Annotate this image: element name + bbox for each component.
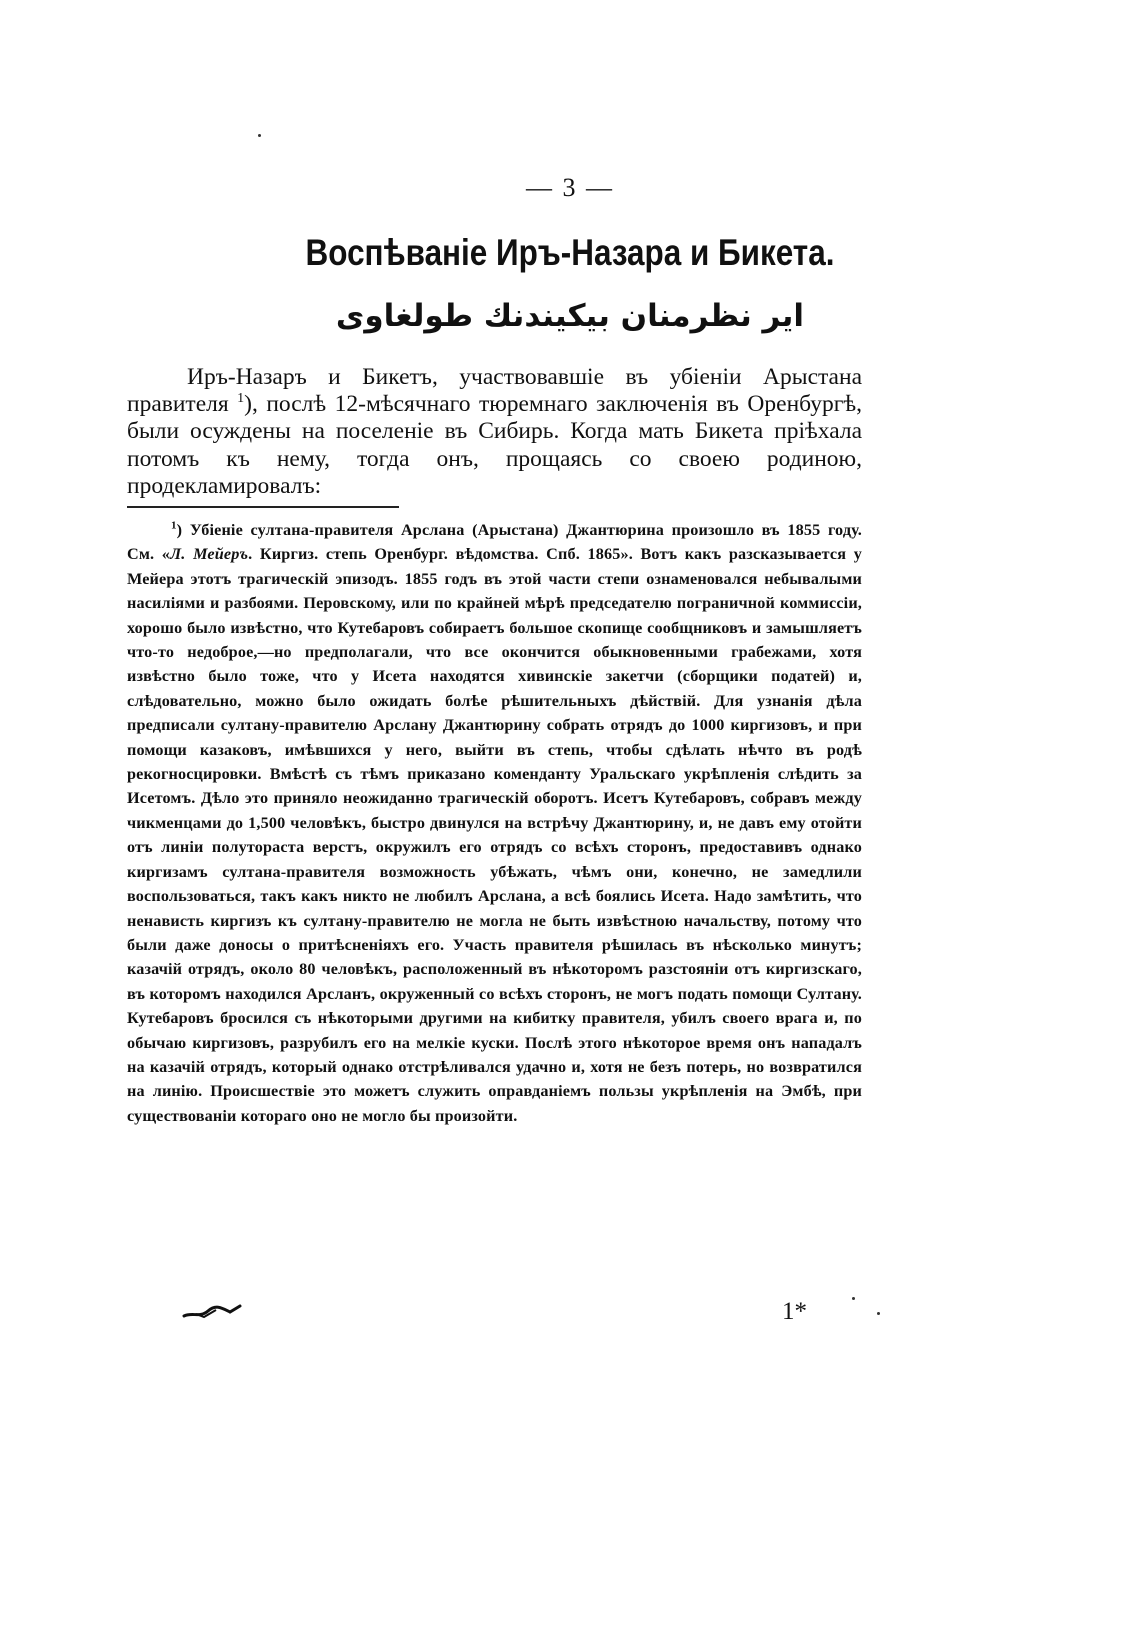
intro-text-end: ), послѣ 12-мѣсячнаго тюремнаго заключенія въ Оренбургѣ, были осуждены на поселеніе въ Сибирь. Когда мать Бикета пріѣхала потомъ къ нему, тогда онъ, прощаясь со своею родиною, продекламировалъ: [127,391,862,499]
footnote [127,518,862,1128]
footnote-divider [127,506,399,508]
ink-scribble [182,1302,242,1322]
page-speck [877,1312,880,1315]
footnote-text-start: Убіеніе султана-правителя Арслана (Арыстана) Джантюрина произошло въ 1855 году. См. « [127,521,862,564]
page-speck [852,1297,855,1300]
page-title: Воспѣваніе Иръ-Назара и Бикета. [305,232,835,273]
intro-text-start: Иръ-Назаръ и Бикетъ, участвовавшіе въ убіеніи Арыстана правителя [127,364,862,418]
page-number: — 3 — [526,173,614,202]
footnote-marker: 1 [171,519,177,532]
page-speck [258,134,261,137]
signature-mark: 1* [782,1298,807,1325]
intro-paragraph [127,364,862,500]
footnote-author: Л. Мейеръ [170,545,249,564]
arabic-subtitle: ایر نظرمنان بیکیندنك طولغاوی [335,298,805,334]
footnote-marker-paren: ) [176,521,183,539]
footnote-text-body: . Киргиз. степь Оренбург. вѣдомства. Спб. 1865». Вотъ какъ разсказывается у Мейера этотъ трагическій эпизодъ. 1855 годъ въ этой части степи ознаменовался небывалыми насиліями и разбоями. Перовскому, или по крайней мѣрѣ председателю пограничной коммиссіи, хорошо было извѣстно, что Кутебаровъ собираетъ большое скопище сообщниковъ и замышляетъ что-то недоброе,—но предполагали, что все окончится обыкновенными грабежами, хотя извѣстно было тоже, что у Исета находятся хивинскіе закетчи (сборщики податей) и, слѣдовательно, можно было ожидать болѣе рѣшительныхъ дѣйствій. Для узнанія дѣла предписали султану-правителю Арслану Джантюрину собрать отрядъ до 1000 киргизовъ, и при помощи казаковъ, имѣвшихся у него, выйти въ степь, чтобы сдѣлать нѣчто въ родѣ рекогносцировки. Вмѣстѣ съ тѣмъ приказано коменданту Уральскаго укрѣпленія слѣдить за Исетомъ. Дѣло это приняло неожиданно трагическій оборотъ. Исетъ Кутебаровъ, собравъ между чикменцами до 1,500 человѣкъ, быстро двинулся на встрѣчу Джантюрину, и, не давъ ему отойти отъ линіи полутораста верстъ, окружилъ его отрядъ со всѣхъ сторонъ, предоставивъ однако киргизамъ султана-правителя возможность убѣжать, чѣмъ они, конечно, не замедлили воспользоваться, такъ какъ никто не любилъ Арслана, а всѣ боялись Исета. Надо замѣтить, что ненависть киргизъ къ султану-правителю не могла не быть извѣстною начальству, потому что были даже доносы о притѣсненіяхъ его. Участь правителя рѣшилась въ нѣсколько минутъ; казачій отрядъ, около 80 человѣкъ, расположенный въ нѣкоторомъ разстояніи отъ киргизскаго, въ которомъ находился Арсланъ, окруженный со всѣхъ сторонъ, не могъ подать помощи Султану. Кутебаровъ бросился съ нѣкоторыми другими на кибитку правителя, убилъ своего врага и, по обычаю киргизовъ, разрубилъ его на мелкіе куски. Послѣ этого нѣкоторое время онъ нападалъ на казачій отрядъ, который однако отстрѣливался удачно и, хотя не безъ потерь, но возвратился на линію. Происшествіе это можетъ служить оправданіемъ пользы укрѣпленія на Эмбѣ, при существованіи котораго оно не могло бы произойти. [127,545,863,1125]
footnote-reference: 1 [237,391,245,407]
